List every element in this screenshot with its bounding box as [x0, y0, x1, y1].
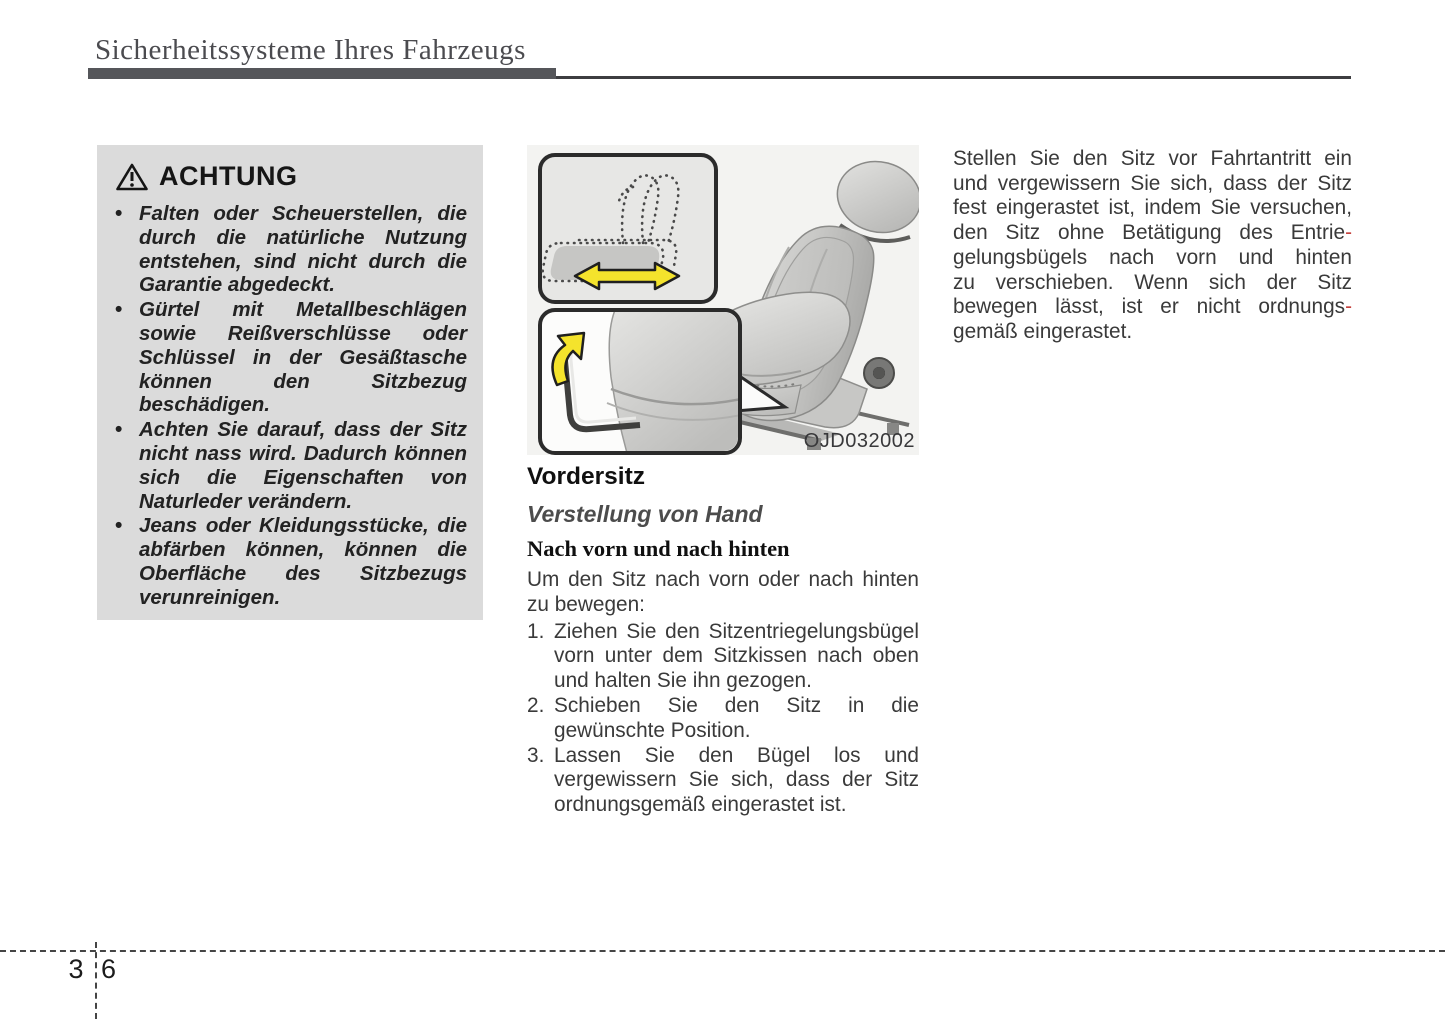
warning-bullet [113, 202, 467, 297]
body-line: Um den Sitz nach vorn oder nach hinten [527, 568, 919, 591]
step-item [527, 694, 919, 744]
achtung-warning-box [97, 145, 483, 620]
seat-adjustment-figure [527, 145, 919, 455]
bullet-marker: • [115, 514, 123, 538]
page-title: Sicherheitssysteme Ihres Fahrzeugs [95, 34, 526, 66]
section-heading-vordersitz: Vordersitz [527, 463, 645, 490]
middle-column [527, 463, 919, 818]
warning-bullet [113, 418, 467, 513]
right-column [953, 147, 1352, 345]
seat-illustration [527, 145, 919, 455]
bullet-line: Schlüssel in der Gesäßtasche [139, 345, 467, 369]
body-line: Lassen Sie den Bügel los und [554, 743, 919, 767]
chapter-number: 3 [68, 954, 84, 984]
step-number: 3. [527, 743, 545, 767]
step-item [527, 744, 919, 818]
body-line: den Sitz ohne Betätigung des Entrie- [953, 221, 1352, 245]
body-line: und vergewissern Sie sich, dass der Sitz [953, 171, 1352, 195]
bullet-marker: • [115, 202, 123, 225]
intro-paragraph [527, 568, 919, 618]
bullet-line: Falten oder Scheuerstellen, die [139, 202, 467, 225]
warning-triangle-icon [115, 162, 149, 192]
body-line: zu bewegen: [527, 592, 645, 616]
body-line: bewegen lässt, ist er nicht ordnungs- [953, 295, 1352, 319]
body-line: ordnungsgemäß eingerastet ist. [554, 793, 847, 817]
body-line: gewünschte Position. [554, 718, 751, 742]
crop-mark-vertical [95, 942, 97, 1019]
figure-caption: OJD032002 [803, 430, 915, 452]
bullet-line: Jeans oder Kleidungsstücke, die [139, 514, 467, 538]
bullet-marker: • [115, 418, 123, 442]
subsection-heading-verstellung: Verstellung von Hand [527, 501, 763, 527]
subsection-heading-nach-vorn: Nach vorn und nach hinten [527, 536, 790, 561]
warning-bullet [113, 298, 467, 417]
body-line: Schieben Sie den Sitz in die [554, 693, 919, 717]
page-number: 6 [101, 954, 117, 984]
bullet-line: sich die Eigenschaften von [139, 465, 467, 489]
body-line: vorn unter dem Sitzkissen nach oben [554, 644, 919, 668]
bullet-line: Garantie abgedeckt. [139, 273, 335, 297]
body-line: zu verschieben. Wenn sich der Sitz [953, 270, 1352, 294]
bullet-line: Achten Sie darauf, dass der Sitz [139, 418, 467, 442]
slide-adjustment-inset [540, 155, 716, 302]
warning-title: ACHTUNG [159, 161, 298, 191]
hyphen: - [1345, 295, 1352, 319]
warning-bullet-list [113, 202, 467, 610]
warning-title-row [115, 161, 467, 192]
header-rule [556, 76, 1351, 79]
body-line: gelungsbügels nach vorn und hinten [953, 245, 1352, 269]
step-number: 2. [527, 693, 545, 717]
bullet-line: Gürtel mit Metallbeschlägen [139, 298, 467, 322]
bullet-line: abfärben können, können die [139, 538, 467, 562]
bullet-line: verunreinigen. [139, 585, 281, 609]
body-line: gemäß eingerastet. [953, 319, 1133, 343]
header-bar [88, 68, 556, 79]
bullet-line: durch die natürliche Nutzung [139, 225, 467, 249]
step-item [527, 620, 919, 694]
bullet-line: Oberfläche des Sitzbezugs [139, 561, 467, 585]
bullet-line: beschädigen. [139, 393, 271, 417]
right-paragraph [953, 147, 1352, 345]
body-line: vergewissern Sie sich, dass der Sitz [554, 768, 919, 792]
step-list [527, 620, 919, 818]
bullet-line: sowie Reißverschlüsse oder [139, 321, 467, 345]
crop-mark-horizontal [0, 950, 1445, 952]
bullet-line: können den Sitzbezug [139, 369, 467, 393]
bullet-line: Naturleder verändern. [139, 489, 353, 513]
hyphen: - [1345, 221, 1352, 245]
bullet-line: nicht nass wird. Dadurch können [139, 441, 467, 465]
step-number: 1. [527, 619, 545, 643]
body-line: Ziehen Sie den Sitzentriegelungsbügel [554, 619, 919, 643]
body-line: fest eingerastet ist, indem Sie versuchen, [953, 196, 1352, 220]
bullet-line: entstehen, sind nicht durch die [139, 249, 467, 273]
warning-bullet [113, 514, 467, 609]
body-line: Stellen Sie den Sitz vor Fahrtantritt ein [953, 147, 1352, 170]
body-line: und halten Sie ihn gezogen. [554, 669, 812, 693]
bullet-marker: • [115, 298, 123, 322]
